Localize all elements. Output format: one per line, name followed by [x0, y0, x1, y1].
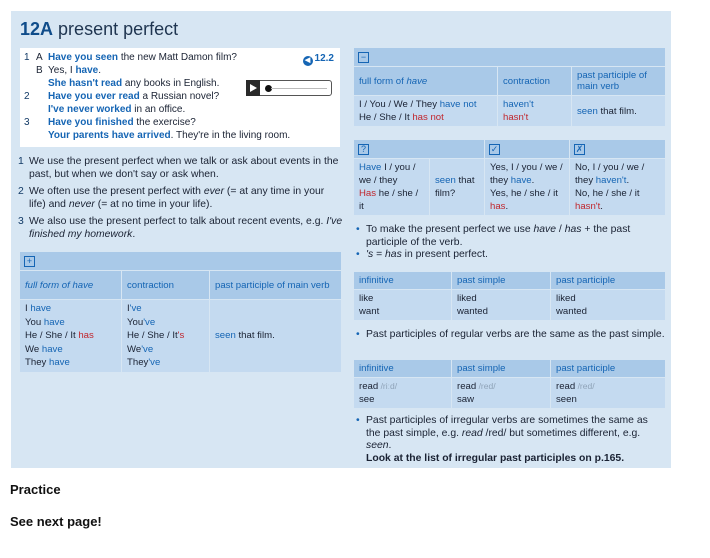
bullet-item: • 's = has in present perfect. — [355, 249, 665, 262]
bullet-item: • Past participles of regular verbs are the same as the past simple. — [355, 329, 665, 342]
rule-item: 1 We use the present perfect when we talk or ask about events in the past, but when we don't say or ask when. — [18, 156, 339, 180]
infinitive-cell: read /riːd/ see — [354, 378, 451, 408]
audio-track-badge[interactable]: ◀ 12.2 — [303, 52, 334, 66]
contraction-cell: I've You've He / She / It's We've They've — [122, 300, 209, 372]
infinitive-cell: like want — [354, 290, 451, 320]
rule-item: 3 We also use the present perfect to talk about recent events, e.g. I've finished my homework. — [18, 216, 343, 240]
short-answer-no-cell: No, I / you / we / they haven't. No, he / she / it hasn't. — [570, 159, 665, 215]
full-form-cell: I / You / We / They have not He / She / It has not — [354, 96, 497, 126]
header-past-participle: past participle — [551, 360, 665, 377]
see-next-page-note: See next page! — [10, 514, 102, 529]
positive-form-table — [19, 251, 342, 373]
header-full-form: full form of have — [354, 67, 497, 95]
bullet-item: • Past participles of irregular verbs are sometimes the same as the past simple, e.g. read /red/ but sometimes different, e.g. seen. — [355, 415, 665, 453]
unit-title: present perfect — [58, 19, 179, 39]
past-participle-cell: read /red/ seen — [551, 378, 665, 408]
practice-heading: Practice — [10, 482, 61, 497]
short-answer-yes-cell: Yes, I / you / we / they have. Yes, he / she / it has. — [485, 159, 569, 215]
formation-notes — [355, 224, 665, 262]
header-infinitive: infinitive — [354, 360, 451, 377]
bullet-item: • To make the present perfect we use have / has + the past participle of the verb. — [355, 224, 665, 249]
header-past-simple: past simple — [452, 272, 550, 289]
example-line: 1 A Have you seen the new Matt Damon film? — [24, 52, 237, 63]
irregular-verbs-table — [353, 359, 666, 409]
header-past-participle: past participle of main verb — [572, 67, 665, 95]
example-line: B Yes, I have. — [36, 65, 102, 76]
irregular-verbs-note — [355, 415, 665, 465]
regular-verbs-note — [355, 329, 665, 342]
minus-symbol: − — [358, 52, 369, 63]
plus-symbol: + — [24, 256, 35, 267]
header-infinitive: infinitive — [354, 272, 451, 289]
header-past-participle: past participle of main verb — [210, 271, 341, 299]
usage-rules — [18, 155, 343, 245]
full-form-cell: I have You have He / She / It has We have They have — [20, 300, 121, 372]
negative-form-table — [353, 47, 666, 127]
example-line: She hasn't read any books in English. — [48, 78, 220, 89]
examples-list — [24, 51, 340, 142]
page-reference: Look at the list of irregular past participles on p.165. — [366, 452, 625, 464]
question-subject-cell: Have I / you / we / they Has he / she / it — [354, 159, 429, 215]
example-line: 3 Have you finished the exercise? — [24, 117, 196, 128]
cross-symbol: ✗ — [575, 143, 584, 154]
participle-cell: seen that film. — [572, 96, 665, 126]
example-line: 2 Have you ever read a Russian novel? — [24, 91, 220, 102]
past-simple-cell: liked wanted — [452, 290, 550, 320]
regular-verbs-table — [353, 271, 666, 321]
page-title — [20, 19, 178, 40]
rule-item: 2 We often use the present perfect with ever (= at any time in your life) and never (= at no time in your life). — [18, 186, 325, 210]
header-contraction: contraction — [498, 67, 571, 95]
past-participle-cell: liked wanted — [551, 290, 665, 320]
tick-symbol: ✓ — [490, 143, 499, 154]
speaker-icon: ◀ — [303, 56, 313, 66]
header-contraction: contraction — [122, 271, 209, 299]
example-line: I've never worked in an office. — [48, 104, 186, 115]
contraction-cell: haven't hasn't — [498, 96, 571, 126]
header-past-simple: past simple — [452, 360, 550, 377]
example-line: Your parents have arrived. They're in the living room. — [48, 130, 291, 141]
examples-box — [20, 48, 340, 147]
past-simple-cell: read /red/ saw — [452, 378, 550, 408]
unit-number: 12A — [20, 19, 54, 39]
participle-cell: seen that film. — [210, 300, 341, 372]
question-form-table — [353, 139, 666, 216]
grammar-reference-panel — [11, 11, 671, 468]
header-past-participle: past participle — [551, 272, 665, 289]
question-verb-cell: seen that film? — [430, 159, 484, 215]
header-full-form: full form of have — [20, 271, 121, 299]
question-symbol: ? — [358, 144, 369, 155]
